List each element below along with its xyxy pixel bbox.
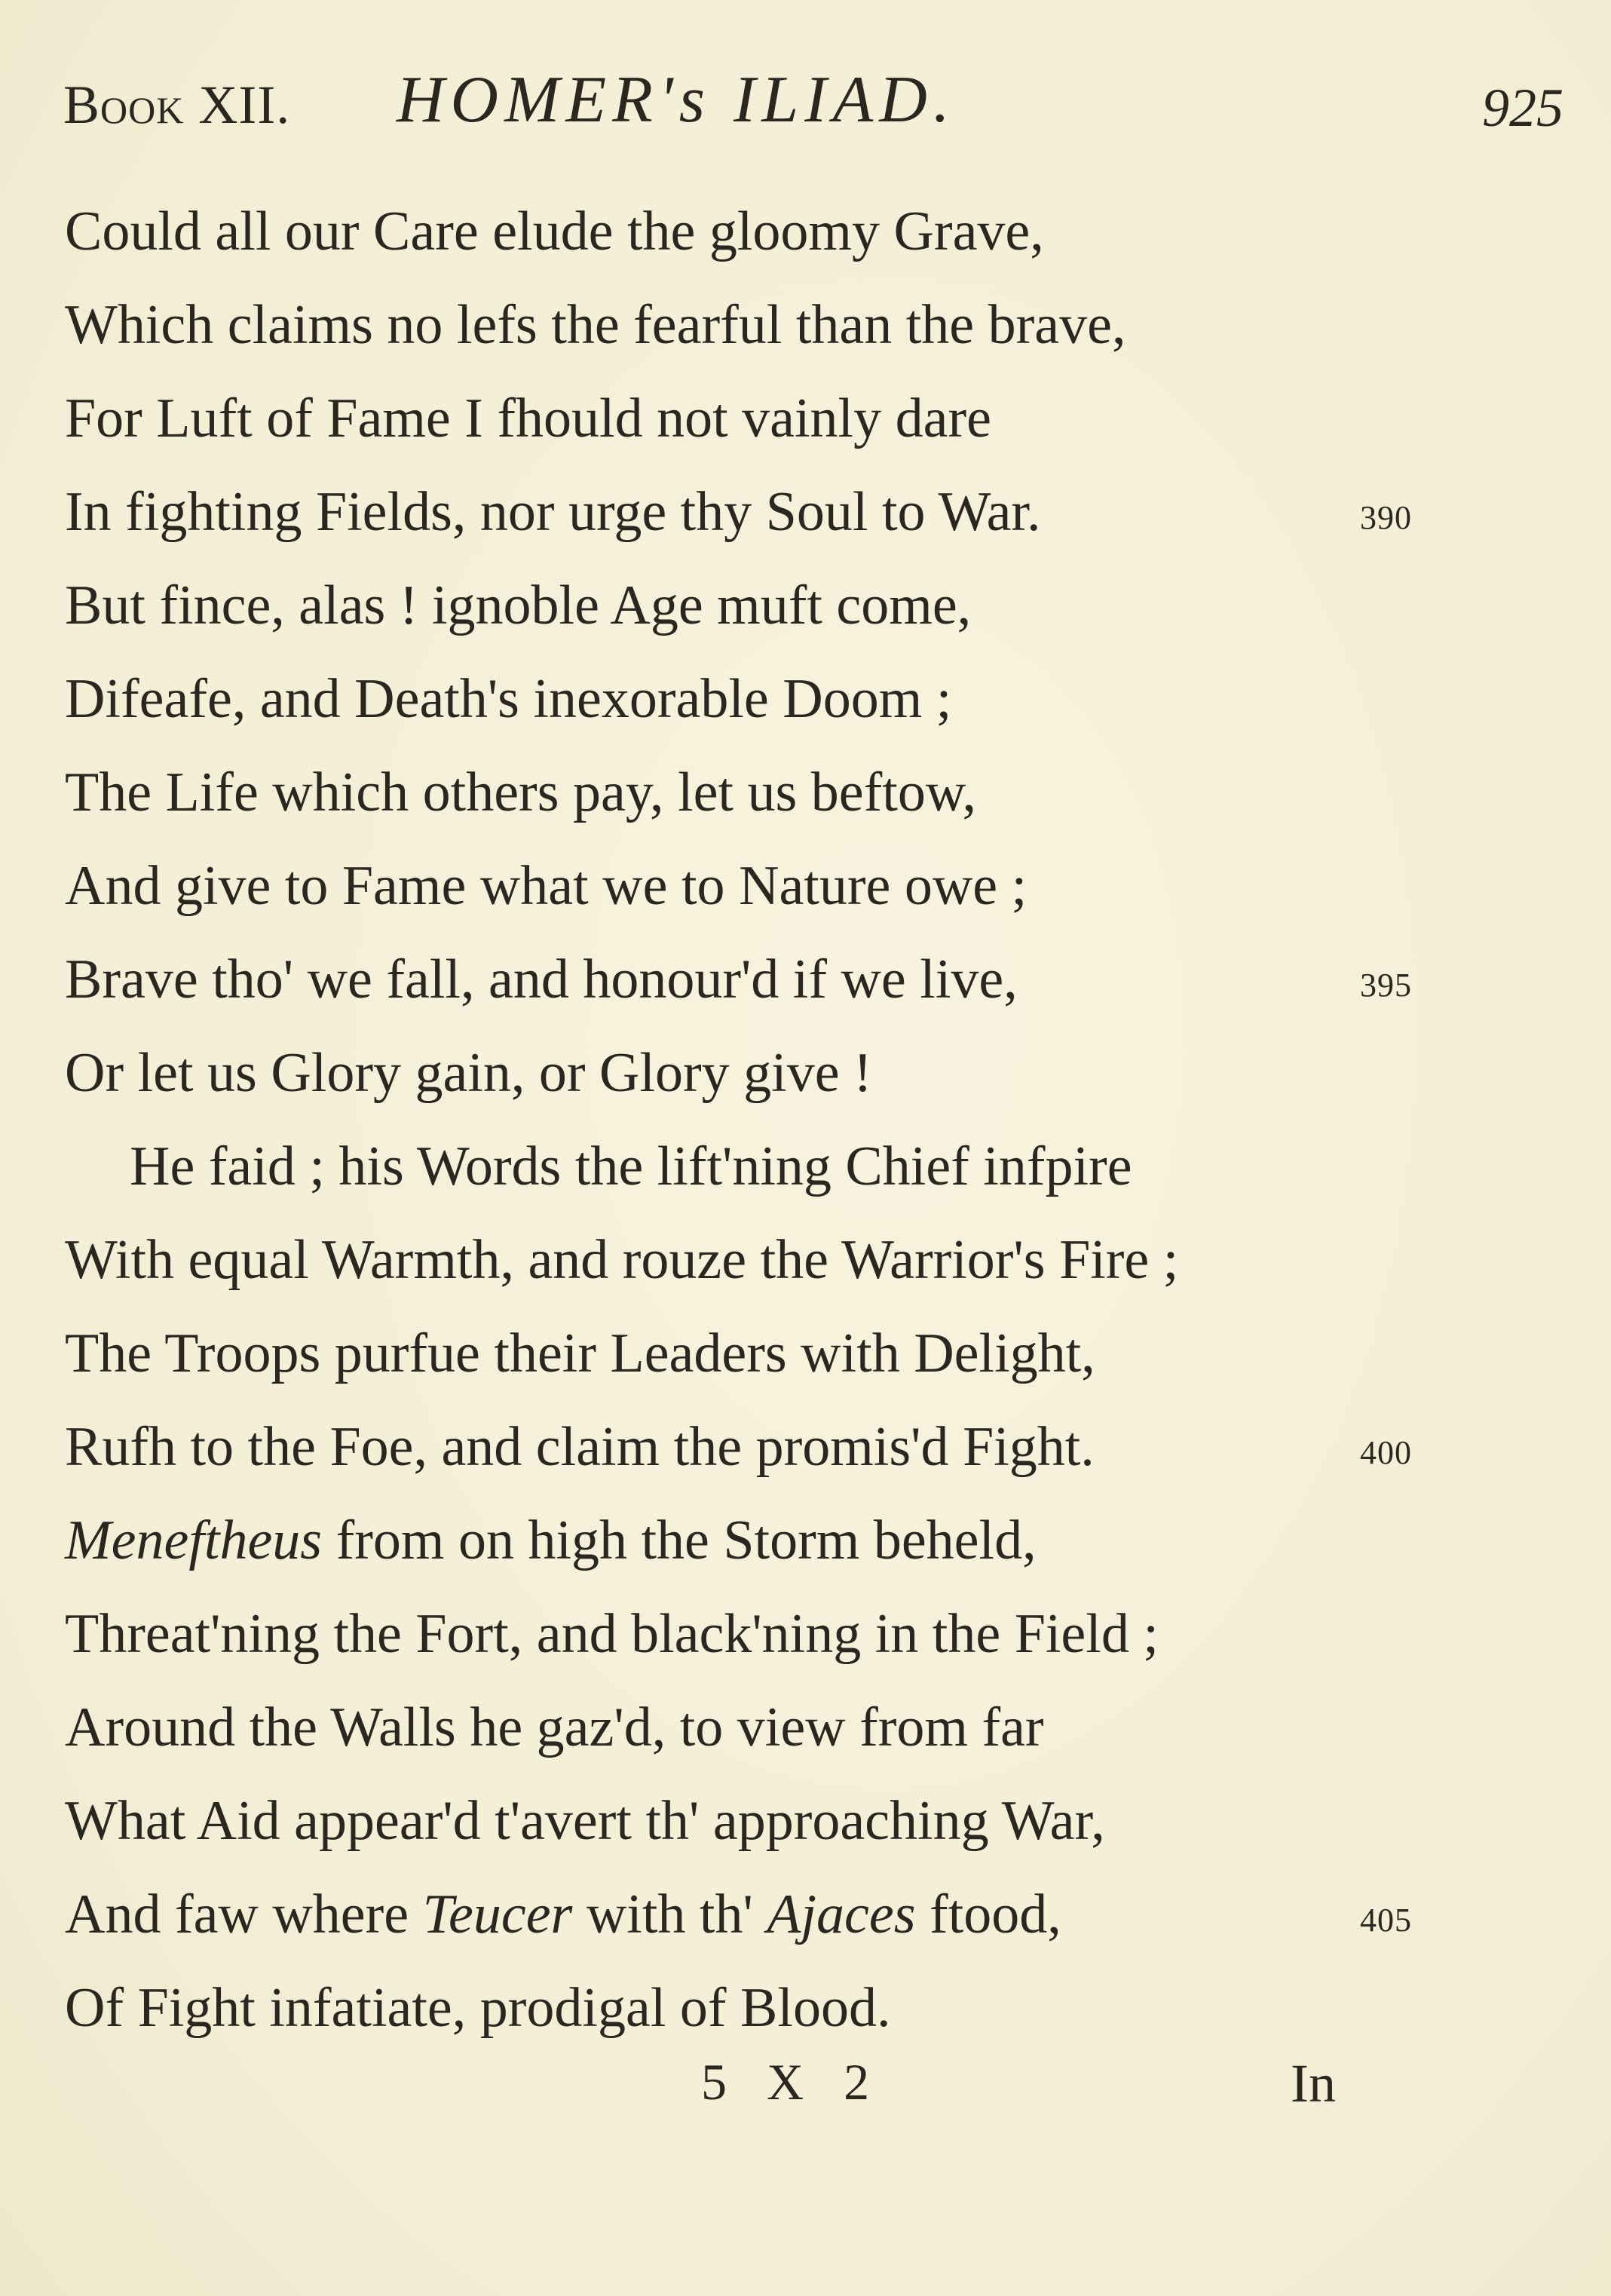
verse-line-text: [65, 839, 1027, 933]
verse-line-text: [65, 1494, 1037, 1587]
verse-line: [65, 1026, 1497, 1120]
line-number: 395: [1360, 967, 1412, 1004]
verse-segment: Brave tho' we fall, and honour'd if we live,: [65, 949, 1018, 1010]
book-label: Book XII.: [63, 75, 291, 135]
verse-line-text: [65, 278, 1126, 372]
verse-line: [65, 652, 1497, 746]
italic-name: Meneftheus: [65, 1510, 323, 1571]
verse-line: [65, 1774, 1497, 1868]
verse-segment: Difeafe, and Death's inexorable Doom ;: [65, 668, 952, 730]
verse-segment: He faid ; his Words the lift'ning Chief infpire: [130, 1136, 1132, 1197]
signature-mark: 5 X 2: [701, 2053, 884, 2111]
verse-line-text: [65, 1026, 872, 1120]
verse-segment: with th': [572, 1884, 767, 1945]
verse-line: [65, 1213, 1497, 1307]
verse-line: [65, 372, 1497, 465]
verse-segment: And faw where: [65, 1884, 423, 1945]
verse-segment: The Life which others pay, let us beftow,: [65, 762, 976, 823]
verse-line: [65, 1400, 1497, 1494]
verse-segment: In fighting Fields, nor urge thy Soul to War.: [65, 481, 1041, 543]
verse-segment: Or let us Glory gain, or Glory give !: [65, 1042, 872, 1104]
verse-segment: ftood,: [915, 1884, 1061, 1945]
verse-line: [65, 465, 1497, 559]
verse-segment: And give to Fame what we to Nature owe ;: [65, 855, 1028, 917]
line-number: 405: [1360, 1902, 1412, 1939]
verse-line: [65, 559, 1497, 652]
italic-name: Ajaces: [767, 1884, 916, 1945]
verse-line: [65, 278, 1497, 372]
verse-segment: from on high the Storm beheld,: [322, 1510, 1037, 1571]
verse-line-text: [65, 1961, 890, 2055]
verse-segment: For Luft of Fame I fhould not vainly dare: [65, 388, 991, 449]
verse-segment: Around the Walls he gaz'd, to view from far: [65, 1697, 1044, 1758]
verse-line-text: [65, 1681, 1044, 1774]
verse-line-text: [65, 746, 976, 839]
catchword: In: [1291, 2053, 1336, 2114]
verse-line: [65, 1587, 1497, 1681]
verse-line-text: [65, 185, 1044, 278]
page-footer: [0, 2052, 1611, 2143]
verse-block: [65, 185, 1497, 2055]
verse-line-text: [65, 372, 991, 465]
book-title: HOMER's ILIAD.: [397, 63, 956, 136]
verse-line: [65, 1868, 1497, 1961]
running-head: [63, 62, 1564, 145]
verse-segment: Which claims no lefs the fearful than the brave,: [65, 294, 1126, 356]
verse-line: [65, 1120, 1497, 1213]
verse-line-text: [65, 1213, 1178, 1307]
verse-line-text: [65, 559, 971, 652]
verse-segment: Threat'ning the Fort, and black'ning in the Field ;: [65, 1603, 1159, 1665]
verse-line-text: [65, 1774, 1105, 1868]
verse-line-text: [65, 1868, 1061, 1961]
verse-line-text: [65, 1587, 1159, 1681]
page-number: 925: [1482, 78, 1564, 138]
verse-line-text: [65, 1307, 1095, 1400]
verse-line: [65, 1681, 1497, 1774]
verse-line: [65, 933, 1497, 1026]
italic-name: Teucer: [422, 1884, 573, 1945]
verse-line-text: [65, 1120, 1132, 1213]
verse-segment: Could all our Care elude the gloomy Grave,: [65, 201, 1044, 262]
verse-line: [65, 185, 1497, 278]
verse-segment: But fince, alas ! ignoble Age muft come,: [65, 575, 972, 636]
verse-line: [65, 746, 1497, 839]
verse-segment: What Aid appear'd t'avert th' approaching War,: [65, 1790, 1105, 1852]
line-number: 400: [1360, 1434, 1412, 1471]
verse-segment: The Troops purfue their Leaders with Delight,: [65, 1323, 1095, 1384]
verse-line: [65, 839, 1497, 933]
verse-line: [65, 1961, 1497, 2055]
verse-line-text: [65, 933, 1018, 1026]
verse-segment: Of Fight infatiate, prodigal of Blood.: [65, 1977, 891, 2039]
verse-line-text: [65, 1400, 1095, 1494]
verse-line-text: [65, 652, 951, 746]
verse-segment: Rufh to the Foe, and claim the promis'd Fight.: [65, 1416, 1095, 1478]
verse-line: [65, 1307, 1497, 1400]
verse-line-text: [65, 465, 1041, 559]
verse-segment: With equal Warmth, and rouze the Warrior's Fire ;: [65, 1229, 1179, 1291]
verse-line: [65, 1494, 1497, 1587]
line-number: 390: [1360, 499, 1412, 536]
